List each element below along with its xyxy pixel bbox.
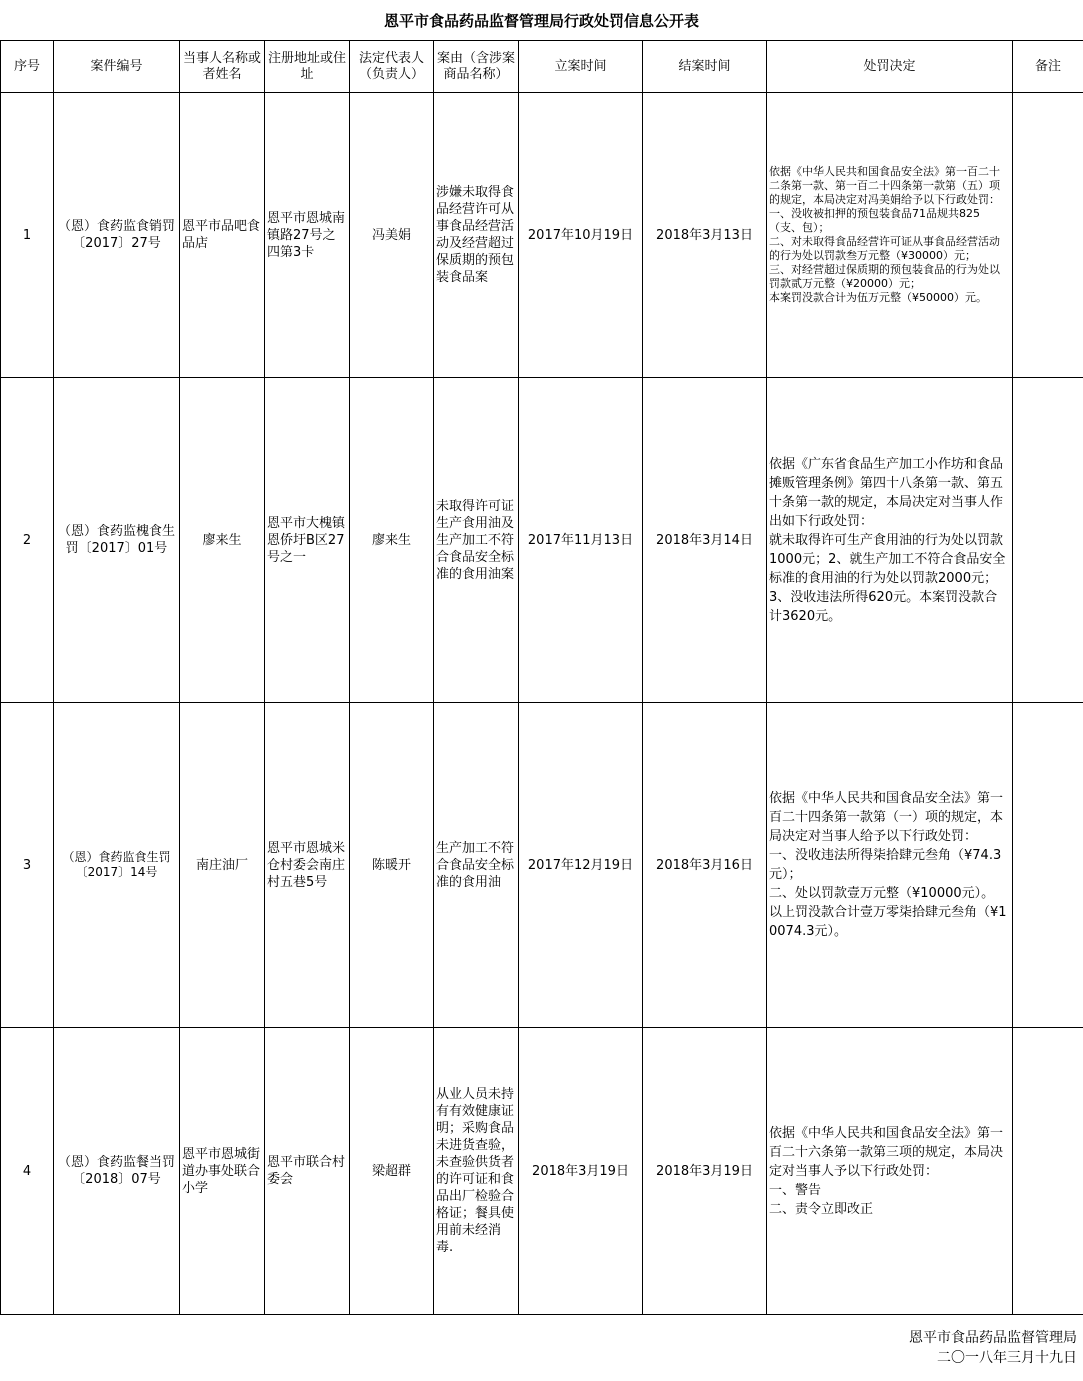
document-footer [909, 1328, 1077, 1368]
cell-closed: 2018年3月19日 [643, 1028, 767, 1315]
cell-cause: 生产加工不符合食品安全标准的食用油 [434, 703, 519, 1028]
table-row [1, 378, 1083, 703]
footer-org: 恩平市食品药品监督管理局 [909, 1330, 1077, 1346]
cell-decision: 依据《中华人民共和国食品安全法》第一百二十二条第一款、第一百二十四条第一款第（五）项的规定，本局决定对冯美娟给予以下行政处罚： 一、没收被扣押的预包装食品71品规共825（支、包）； 二、对未取得食品经营许可证从事食品经营活动的行为处以罚款叁万元整（¥30000）元； 三、对经营超过保质期的预包装食品的行为处以罚款贰万元整（¥20000）元； 本案罚没款合计为伍万元整（¥50000）元。 [767, 93, 1013, 378]
header-seq: 序号 [1, 41, 54, 93]
cell-closed: 2018年3月16日 [643, 703, 767, 1028]
header-remark: 备注 [1013, 41, 1083, 93]
header-address: 注册地址或住址 [265, 41, 350, 93]
cell-cause: 从业人员未持有有效健康证明；采购食品未进货查验，未查验供货者的许可证和食品出厂检验合格证；餐具使用前未经消毒. [434, 1028, 519, 1315]
table-row [1, 1028, 1083, 1315]
cell-address: 恩平市恩城南镇路27号之四第3卡 [265, 93, 350, 378]
table-header-row [1, 41, 1083, 93]
cell-remark [1013, 93, 1083, 378]
footer-date: 二〇一八年三月十九日 [937, 1350, 1077, 1366]
header-filed: 立案时间 [519, 41, 643, 93]
cell-cause: 未取得许可证生产食用油及生产加工不符合食品安全标准的食用油案 [434, 378, 519, 703]
table-row [1, 93, 1083, 378]
cell-filed: 2017年10月19日 [519, 93, 643, 378]
cell-party: 廖来生 [180, 378, 265, 703]
cell-filed: 2018年3月19日 [519, 1028, 643, 1315]
cell-decision: 依据《广东省食品生产加工小作坊和食品摊贩管理条例》第四十八条第一款、第五十条第一款的规定，本局决定对当事人作出如下行政处罚： 就未取得许可生产食用油的行为处以罚款1000元；2、就生产加工不符合食品安全标准的食用油的行为处以罚款2000元；3、没收违法所得620元。本案罚没款合计3620元。 [767, 378, 1013, 703]
cell-filed: 2017年12月19日 [519, 703, 643, 1028]
cell-case-no: （恩）食药监食生罚〔2017〕14号 [54, 703, 180, 1028]
header-party: 当事人名称或者姓名 [180, 41, 265, 93]
cell-closed: 2018年3月13日 [643, 93, 767, 378]
cell-closed: 2018年3月14日 [643, 378, 767, 703]
cell-remark [1013, 1028, 1083, 1315]
cell-seq: 3 [1, 703, 54, 1028]
cell-decision: 依据《中华人民共和国食品安全法》第一百二十四条第一款第（一）项的规定，本局决定对当事人给予以下行政处罚： 一、没收违法所得柒拾肆元叁角（¥74.3元）； 二、处以罚款壹万元整（¥10000元）。 以上罚没款合计壹万零柒拾肆元叁角（¥10074.3元）。 [767, 703, 1013, 1028]
cell-party: 恩平市品吧食品店 [180, 93, 265, 378]
header-closed: 结案时间 [643, 41, 767, 93]
cell-party: 南庄油厂 [180, 703, 265, 1028]
cell-address: 恩平市联合村委会 [265, 1028, 350, 1315]
cell-seq: 2 [1, 378, 54, 703]
cell-legal-rep: 冯美娟 [350, 93, 434, 378]
page-title: 恩平市食品药品监督管理局行政处罚信息公开表 [383, 11, 699, 30]
header-case-no: 案件编号 [54, 41, 180, 93]
header-legal-rep: 法定代表人（负责人） [350, 41, 434, 93]
cell-case-no: （恩）食药监餐当罚〔2018〕07号 [54, 1028, 180, 1315]
cell-seq: 4 [1, 1028, 54, 1315]
cell-case-no: （恩）食药监槐食生罚〔2017〕01号 [54, 378, 180, 703]
cell-address: 恩平市大槐镇恩侨圩B区27号之一 [265, 378, 350, 703]
cell-cause: 涉嫌未取得食品经营许可从事食品经营活动及经营超过保质期的预包装食品案 [434, 93, 519, 378]
cell-legal-rep: 梁超群 [350, 1028, 434, 1315]
cell-seq: 1 [1, 93, 54, 378]
cell-filed: 2017年11月13日 [519, 378, 643, 703]
cell-address: 恩平市恩城米仓村委会南庄村五巷5号 [265, 703, 350, 1028]
table-row [1, 703, 1083, 1028]
header-cause: 案由（含涉案商品名称） [434, 41, 519, 93]
cell-decision: 依据《中华人民共和国食品安全法》第一百二十六条第一款第三项的规定，本局决定对当事人予以下行政处罚： 一、警告 二、责令立即改正 [767, 1028, 1013, 1315]
header-decision: 处罚决定 [767, 41, 1013, 93]
cell-party: 恩平市恩城街道办事处联合小学 [180, 1028, 265, 1315]
cell-case-no: （恩）食药监食销罚〔2017〕27号 [54, 93, 180, 378]
cell-legal-rep: 廖来生 [350, 378, 434, 703]
cell-legal-rep: 陈暖开 [350, 703, 434, 1028]
cell-remark [1013, 378, 1083, 703]
cell-remark [1013, 703, 1083, 1028]
penalty-table [0, 40, 1083, 1315]
